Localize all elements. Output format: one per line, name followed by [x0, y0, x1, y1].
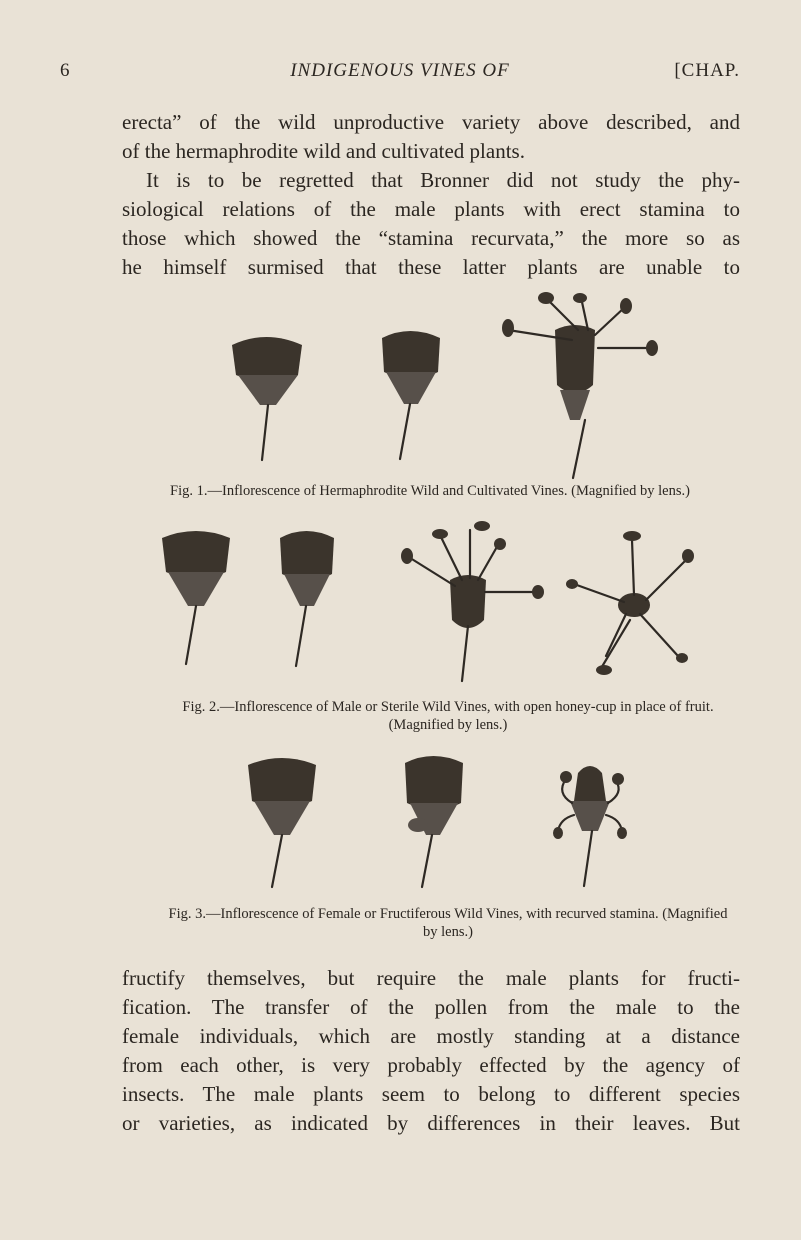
female-flower-closed-1-icon — [248, 758, 316, 887]
figure-2-caption-line1: Fig. 2.—Inflorescence of Male or Sterile Wild Vines, with open honey-cup in place of fruit. — [182, 699, 714, 715]
text-line: siological relations of the male plants with erect stamina to — [122, 197, 740, 221]
text-line: he himself surmised that these latter plants are unable to — [122, 255, 740, 279]
text-line: or varieties, as indicated by differences in their leaves. But — [122, 1111, 740, 1135]
hermaphrodite-flower-closed-1-icon — [232, 337, 302, 460]
male-flower-open-2-icon — [566, 531, 694, 675]
text-line: It is to be regretted that Bronner did not study the phy- — [146, 168, 740, 192]
female-flower-closed-2-icon — [405, 756, 463, 887]
hermaphrodite-flower-closed-2-icon — [382, 331, 440, 459]
bottom-paragraph — [122, 964, 740, 1138]
hermaphrodite-flower-open-icon — [502, 292, 658, 478]
text-line: fication. The transfer of the pollen from the male to the — [122, 995, 740, 1019]
text-line: erecta” of the wild unproductive variety above described, and — [122, 110, 740, 134]
figure-2-caption-line2: (Magnified by lens.) — [388, 717, 508, 733]
figure-2-caption — [128, 698, 768, 734]
figure-3-caption-line1: Fig. 3.—Inflorescence of Female or Fructiferous Wild Vines, with recurved stamina. (Magnified — [168, 906, 728, 922]
running-title: INDIGENOUS VINES OF — [290, 60, 510, 81]
figure-1-caption: Fig. 1.—Inflorescence of Hermaphrodite Wild and Cultivated Vines. (Magnified by lens.) — [170, 483, 690, 499]
page-number: 6 — [60, 60, 70, 81]
male-flower-closed-2-icon — [280, 531, 334, 666]
text-line: of the hermaphrodite wild and cultivated plants. — [122, 139, 525, 163]
chapter-label: [CHAP. — [674, 60, 740, 81]
text-line: fructify themselves, but require the male plants for fructi- — [122, 966, 740, 990]
figure-2-illustration — [0, 510, 801, 690]
female-flower-recurved-stamina-icon — [553, 766, 627, 886]
figure-3-illustration — [0, 745, 801, 895]
figure-1-illustration — [0, 0, 801, 500]
text-line: those which showed the “stamina recurvata,” the more so as — [122, 226, 740, 250]
figure-3-caption-line2: by lens.) — [423, 924, 473, 940]
male-flower-closed-1-icon — [162, 531, 230, 664]
figure-3-caption — [128, 905, 768, 941]
text-line: insects. The male plants seem to belong to different species — [122, 1082, 740, 1106]
text-line: female individuals, which are mostly standing at a distance — [122, 1024, 740, 1048]
male-flower-open-1-icon — [401, 521, 544, 681]
text-line: from each other, is very probably effected by the agency of — [122, 1053, 740, 1077]
